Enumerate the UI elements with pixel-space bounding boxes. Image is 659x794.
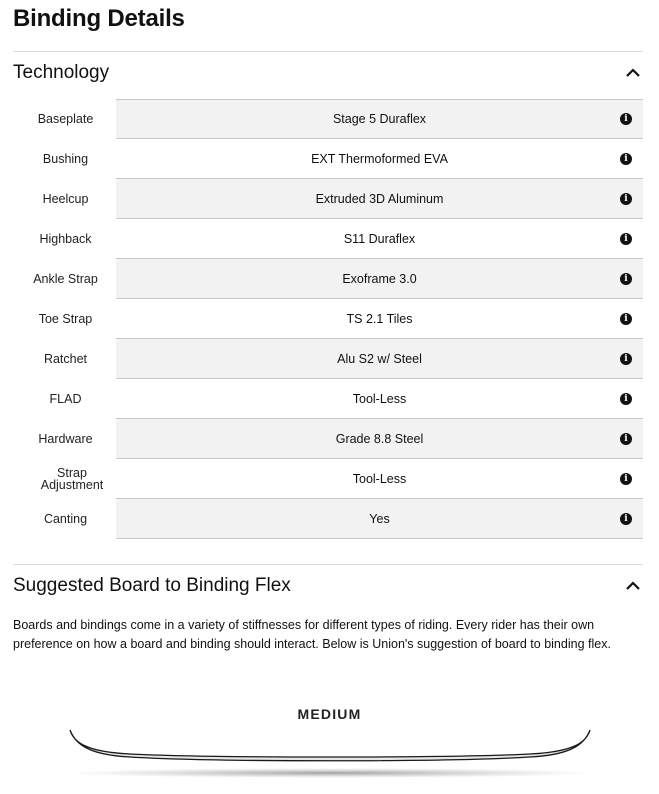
flex-section-header[interactable] [13, 571, 643, 601]
info-icon[interactable]: i [620, 233, 632, 245]
spec-value-cell [116, 139, 643, 179]
board-flex-graphic [60, 722, 600, 782]
info-icon[interactable]: i [620, 153, 632, 165]
spec-label: Baseplate [37, 112, 94, 126]
technology-section-title: Technology [13, 62, 110, 83]
spec-value-cell [116, 299, 643, 339]
spec-label: Highback [39, 232, 92, 246]
info-icon[interactable]: i [620, 353, 632, 365]
spec-row [13, 459, 643, 499]
board-shadow [65, 768, 595, 778]
info-icon[interactable]: i [620, 513, 632, 525]
spec-label: Ankle Strap [33, 272, 98, 286]
info-icon[interactable]: i [620, 273, 632, 285]
spec-row [13, 99, 643, 139]
spec-label: Strap Adjustment [40, 466, 104, 492]
spec-row [13, 499, 643, 539]
spec-value: S11 Duraflex [343, 231, 416, 246]
spec-label: Heelcup [42, 192, 89, 206]
spec-row [13, 299, 643, 339]
spec-value: Alu S2 w/ Steel [337, 351, 422, 366]
spec-value: Extruded 3D Aluminum [315, 191, 444, 206]
spec-label: Canting [43, 512, 88, 526]
page-title: Binding Details [13, 5, 185, 32]
spec-value-cell [116, 259, 643, 299]
spec-value-cell [116, 99, 643, 139]
info-icon[interactable]: i [620, 193, 632, 205]
flex-description: Boards and bindings come in a variety of stiffnesses for different types of riding. Every rider has their own preference on how a board and binding should interact. Below is Union's suggestion of board to binding flex. [13, 618, 611, 651]
spec-label: Ratchet [43, 352, 88, 366]
spec-row [13, 259, 643, 299]
technology-section-header[interactable] [13, 58, 643, 88]
section-divider [13, 564, 643, 565]
info-icon[interactable]: i [620, 113, 632, 125]
section-divider [13, 51, 643, 52]
spec-row [13, 379, 643, 419]
info-icon[interactable]: i [620, 473, 632, 485]
spec-value-cell [116, 179, 643, 219]
chevron-up-icon[interactable] [625, 65, 641, 81]
flex-section-title: Suggested Board to Binding Flex [13, 575, 291, 596]
spec-label: FLAD [49, 392, 82, 406]
spec-value: Tool-Less [352, 391, 407, 406]
spec-value-cell [116, 379, 643, 419]
spec-value: EXT Thermoformed EVA [311, 151, 448, 166]
spec-value-cell [116, 219, 643, 259]
info-icon[interactable]: i [620, 433, 632, 445]
spec-value-cell [116, 419, 643, 459]
spec-value: Grade 8.8 Steel [335, 431, 424, 446]
spec-value: Yes [369, 511, 390, 526]
info-icon[interactable]: i [620, 393, 632, 405]
spec-value-cell [116, 459, 643, 499]
spec-row [13, 419, 643, 459]
spec-value: Tool-Less [352, 471, 407, 486]
spec-value: Exoframe 3.0 [342, 271, 417, 286]
chevron-up-icon[interactable] [625, 578, 641, 594]
spec-row [13, 339, 643, 379]
info-icon[interactable]: i [620, 313, 632, 325]
spec-value: Stage 5 Duraflex [332, 112, 427, 126]
spec-value-cell [116, 499, 643, 539]
technology-spec-table [13, 99, 643, 539]
spec-row [13, 139, 643, 179]
spec-label: Toe Strap [38, 312, 93, 326]
snowboard-profile [70, 730, 590, 761]
spec-value-cell [116, 339, 643, 379]
spec-row [13, 219, 643, 259]
spec-row [13, 179, 643, 219]
flex-level-label: MEDIUM [297, 706, 362, 722]
spec-label: Hardware [38, 432, 93, 446]
spec-label: Bushing [42, 152, 89, 166]
spec-value: TS 2.1 Tiles [346, 311, 413, 326]
